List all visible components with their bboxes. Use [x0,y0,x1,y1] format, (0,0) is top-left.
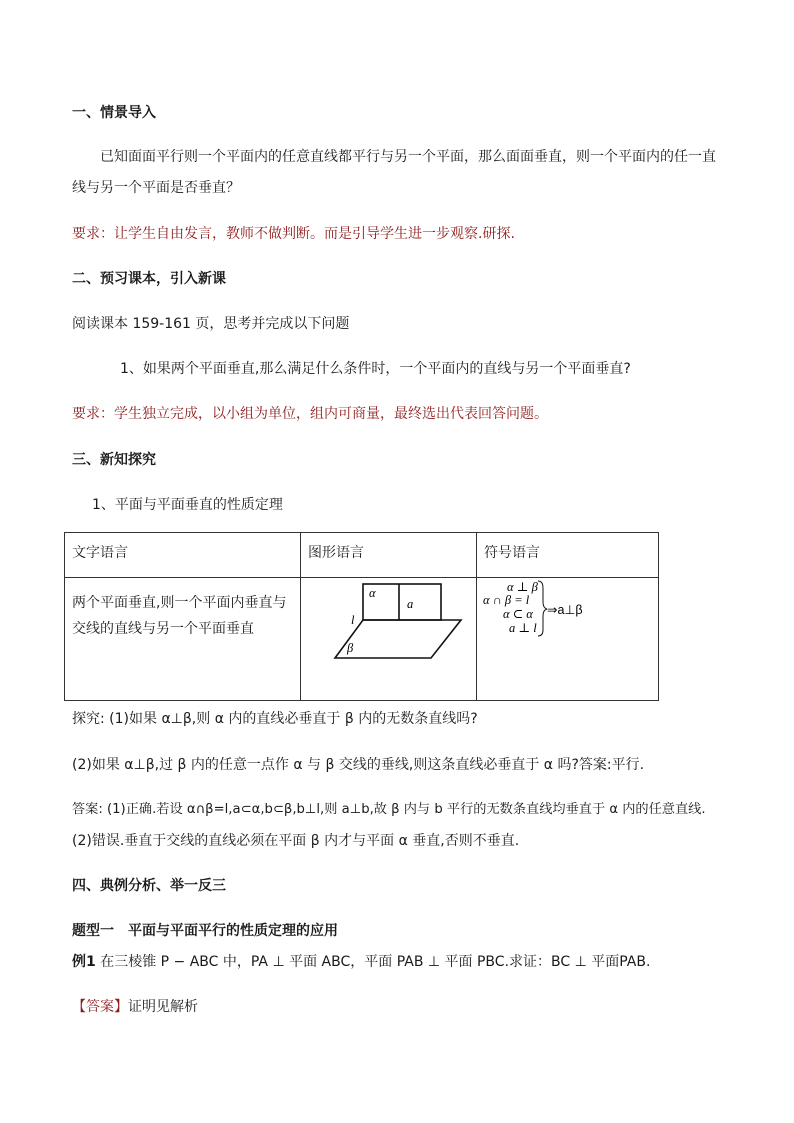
symbol-line-2: α ∩ β = l [483,593,530,607]
intro-paragraph-line1: 已知面面平行则一个平面内的任意直线都平行与另一个平面，那么面面垂直，则一个平面内的任一直 [100,149,716,165]
problem-type-1: 题型一 平面与平面平行的性质定理的应用 [72,923,338,939]
reading-instruction: 阅读课本 159-161 页，思考并完成以下问题 [72,316,350,332]
question-1: 1、如果两个平面垂直,那么满足什么条件时，一个平面内的直线与另一个平面垂直? [120,361,631,377]
answer-text: 证明见解析 [128,999,198,1015]
figure-label-a: a [407,597,414,611]
requirement-1: 要求：让学生自由发言，教师不做判断。而是引导学生进一步观察.研探. [72,226,515,242]
figure-label-l: l [351,613,355,627]
symbol-line-4: a ⊥ l [509,621,537,635]
theorem-text-line1: 两个平面垂直,则一个平面内垂直与 [72,595,287,611]
symbol-system [477,578,659,702]
answer-1: 答案: (1)正确.若设 α∩β=l,a⊂α,b⊂β,b⊥l,则 a⊥b,故 β 内与 b 平行的无数条直线均垂直于 α 内的任意直线. [72,802,706,817]
exploration-2: (2)如果 α⊥β,过 β 内的任意一点作 α 与 β 交线的垂线,则这条直线必垂直于 α 吗?答案:平行. [72,757,645,773]
example-label: 例1 [72,954,96,970]
example-text: 在三棱锥 P − ABC 中，PA ⊥ 平面 ABC，平面 PAB ⊥ 平面 PBC.求证：BC ⊥ 平面PAB. [100,954,651,970]
symbol-line-1: α ⊥ β [507,580,538,594]
section-heading-4: 四、典例分析、举一反三 [72,878,226,894]
intro-paragraph-line2: 线与另一个平面是否垂直？ [72,180,240,196]
answer-tag: 【答案】 [72,999,128,1015]
table-cell-text [65,578,301,701]
table-cell-figure [301,578,477,701]
table-header-symbol: 符号语言 [477,533,659,578]
symbol-conclusion: ⇒a⊥β [547,603,583,617]
section-heading-2: 二、预习课本，引入新课 [72,271,226,287]
theorem-subtitle: 1、平面与平面垂直的性质定理 [92,497,283,513]
example-1 [72,953,650,971]
answer-2: (2)错误.垂直于交线的直线必须在平面 β 内才与平面 α 垂直,否则不垂直. [72,833,520,849]
section-heading-1: 一、情景导入 [72,105,156,121]
table-header-text: 文字语言 [65,533,301,578]
table-cell-symbol [477,578,659,701]
theorem-text-line2: 交线的直线与另一个平面垂直 [72,621,254,637]
table-header-figure: 图形语言 [301,533,477,578]
figure-label-beta: β [347,641,354,655]
symbol-line-3: α ⊂ α [503,607,533,621]
requirement-2: 要求：学生独立完成，以小组为单位，组内可商量，最终选出代表回答问题。 [72,406,548,422]
answer-line [72,998,198,1016]
theorem-table [64,532,659,701]
right-brace [538,581,547,636]
exploration-1: 探究: (1)如果 α⊥β,则 α 内的直线必垂直于 β 内的无数条直线吗? [72,711,478,727]
section-heading-3: 三、新知探究 [72,452,156,468]
perpendicular-planes-figure [301,578,477,702]
figure-label-alpha: α [369,586,376,600]
